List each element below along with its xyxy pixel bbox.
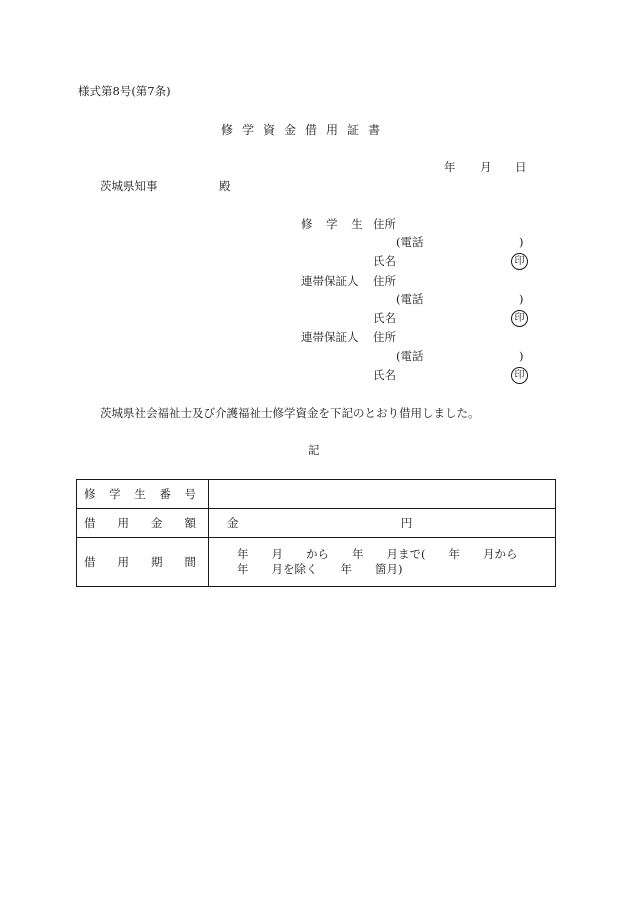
party-role-student: 修 学 生 [301, 217, 368, 231]
address-label: 住所 [373, 330, 396, 344]
student-number-field[interactable] [209, 480, 556, 509]
loan-amount-label: 借 用 金 額 [77, 509, 209, 538]
loan-period-label: 借 用 期 間 [77, 538, 209, 587]
seal-mark-icon: 印 [511, 253, 528, 270]
table-row [77, 509, 556, 538]
address-label: 住所 [373, 274, 396, 288]
addressee-name: 茨城県知事 [100, 179, 158, 193]
date-month: 月 [480, 160, 492, 174]
phone-open: (電話 [396, 349, 424, 363]
seal-mark-icon: 印 [511, 310, 528, 327]
phone-open: (電話 [396, 292, 424, 306]
date-year: 年 [444, 160, 456, 174]
phone-close: ) [519, 235, 524, 249]
phone-open: (電話 [396, 235, 424, 249]
table-row [77, 480, 556, 509]
period-line-1: 年 月 から 年 月まで( 年 月から [237, 547, 518, 561]
party-role-guarantor: 連帯保証人 [301, 330, 359, 344]
form-number: 様式第8号(第7条) [78, 84, 171, 98]
seal-mark-icon: 印 [511, 367, 528, 384]
student-number-label: 修 学 生 番 号 [77, 480, 209, 509]
loan-record-table [76, 479, 556, 587]
loan-statement: 茨城県社会福祉士及び介護福祉士修学資金を下記のとおり借用しました。 [100, 406, 480, 420]
phone-close: ) [519, 349, 524, 363]
amount-suffix: 円 [400, 516, 413, 530]
party-role-guarantor: 連帯保証人 [301, 274, 359, 288]
phone-close: ) [519, 292, 524, 306]
addressee-honorific: 殿 [219, 179, 231, 193]
ki-marker: 記 [308, 443, 320, 457]
name-label: 氏名 [373, 368, 396, 382]
loan-period-field[interactable] [209, 538, 556, 587]
date-day: 日 [515, 160, 527, 174]
name-label: 氏名 [373, 254, 396, 268]
address-label: 住所 [373, 217, 396, 231]
document-title: 修学資金借用証書 [221, 123, 390, 137]
loan-amount-field[interactable] [209, 509, 556, 538]
amount-prefix: 金 [227, 516, 239, 530]
table-row [77, 538, 556, 587]
name-label: 氏名 [373, 311, 396, 325]
period-line-2: 年 月を除く 年 箇月) [237, 562, 403, 576]
